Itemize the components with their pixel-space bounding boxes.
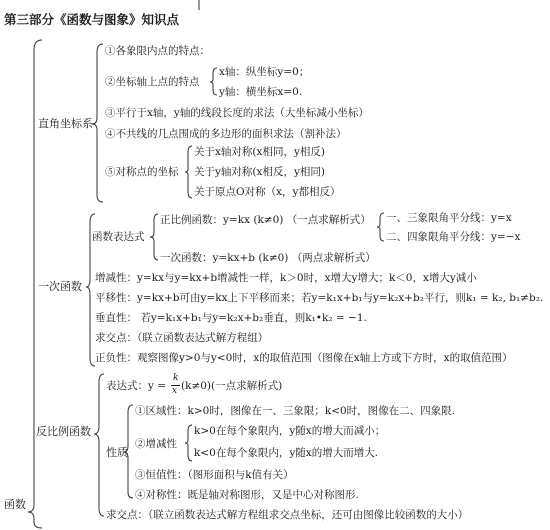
linear-perp: 垂直性： 若y=k₁x+b₁与y=k₂x+b₂垂直，则k₁•k₂ = −1. (95, 312, 367, 324)
rect-p5-c: 关于原点O对称（x，y都相反） (194, 186, 341, 198)
inverse-n3: ③恒值性：（图形面积与k值有关） (135, 469, 294, 481)
inverse-n2-a: k>0在每个象限内，y随x的增大而减小； (194, 425, 386, 437)
linear-label: 一次函数 (38, 280, 82, 293)
rect-p3: ③平行于x轴，y轴的线段长度的求法（大坐标减小坐标） (105, 107, 369, 119)
inverse-expr-num: k (173, 373, 179, 383)
rect-p2-y: y轴：横坐标x=0. (219, 86, 303, 98)
rect-p5: ⑤对称点的坐标 (105, 166, 179, 178)
page-title: 第三部分《函数与图象》知识点 (4, 12, 180, 27)
linear-expr-label: 函数表达式 (92, 231, 145, 243)
linear-prop: 正比例函数：y=kx (k≠0) （一点求解析式） (160, 214, 371, 226)
inverse-nature-label: 性质 (106, 446, 128, 459)
linear-gen: 一次函数：y=kx+b (k≠0) （两点求解析式） (160, 252, 376, 264)
sym-brace (185, 146, 192, 198)
rect-brace (92, 44, 103, 202)
expr-brace (150, 214, 158, 260)
rect-p5-a: 关于x轴对称(x相同，y相反) (194, 146, 325, 158)
inverse-n1: ①区域性：k>0时，图像在一、三象限；k<0时，图像在二、四象限. (135, 405, 456, 417)
linear-line1: 一、三象限角平分线：y=x (386, 212, 512, 224)
rect-p2-x: x轴：纵坐标y=0； (219, 66, 310, 78)
rect-p1: ①各象限内点的特点： (105, 45, 210, 57)
bisector-brace (377, 213, 384, 241)
axis-brace (210, 68, 217, 95)
rect-p5-b: 关于y轴对称(x相反，y相同) (194, 166, 325, 178)
rect-p4: ④不共线的几点围成的多边形的面积求法（割补法） (105, 128, 347, 140)
linear-mono: 增减性：y=kx与y=kx+b增减性一样，k＞0时，x增大y增大；k＜0，x增大y减小 (95, 272, 477, 284)
linear-line2: 二、四象限角平分线：y=−x (386, 231, 521, 243)
inverse-expr-prefix: 表达式：y = (106, 380, 167, 392)
mono-brace (185, 425, 192, 461)
rect-p2: ②坐标轴上点的特点 (105, 76, 200, 88)
inverse-brace (94, 374, 104, 516)
inverse-inter: 求交点：（联立函数表达式解方程组求交点坐标，还可由图像比较函数的大小） (106, 509, 469, 521)
inverse-expr-den: x (172, 386, 178, 396)
linear-shift: 平移性：y=kx+b可由y=kx上下平移而来；若y=k₁x+b₁与y=k₂x+b₂平行，则k₁ = k₂, b₁≠b₂. (95, 292, 544, 304)
inverse-expr-suffix: (k≠0)(一点求解析式) (181, 380, 283, 392)
inverse-n2-b: k<0在每个象限内，y随x的增大而增大. (194, 447, 379, 459)
inverse-n4: ④对称性：既是轴对称图形，又是中心对称图形. (135, 489, 359, 501)
linear-sign: 正负性：观察图像y>0与y<0时，x的取值范围（图像在x轴上方或下方时，x的取值范围） (95, 352, 513, 364)
inverse-n2: ②增减性 (135, 438, 177, 450)
rect-label: 直角坐标系 (38, 117, 93, 130)
root-label: 函数 (4, 498, 26, 511)
inverse-label: 反比例函数 (36, 425, 91, 438)
linear-inter: 求交点：（联立函数表达式解方程组） (95, 332, 269, 344)
